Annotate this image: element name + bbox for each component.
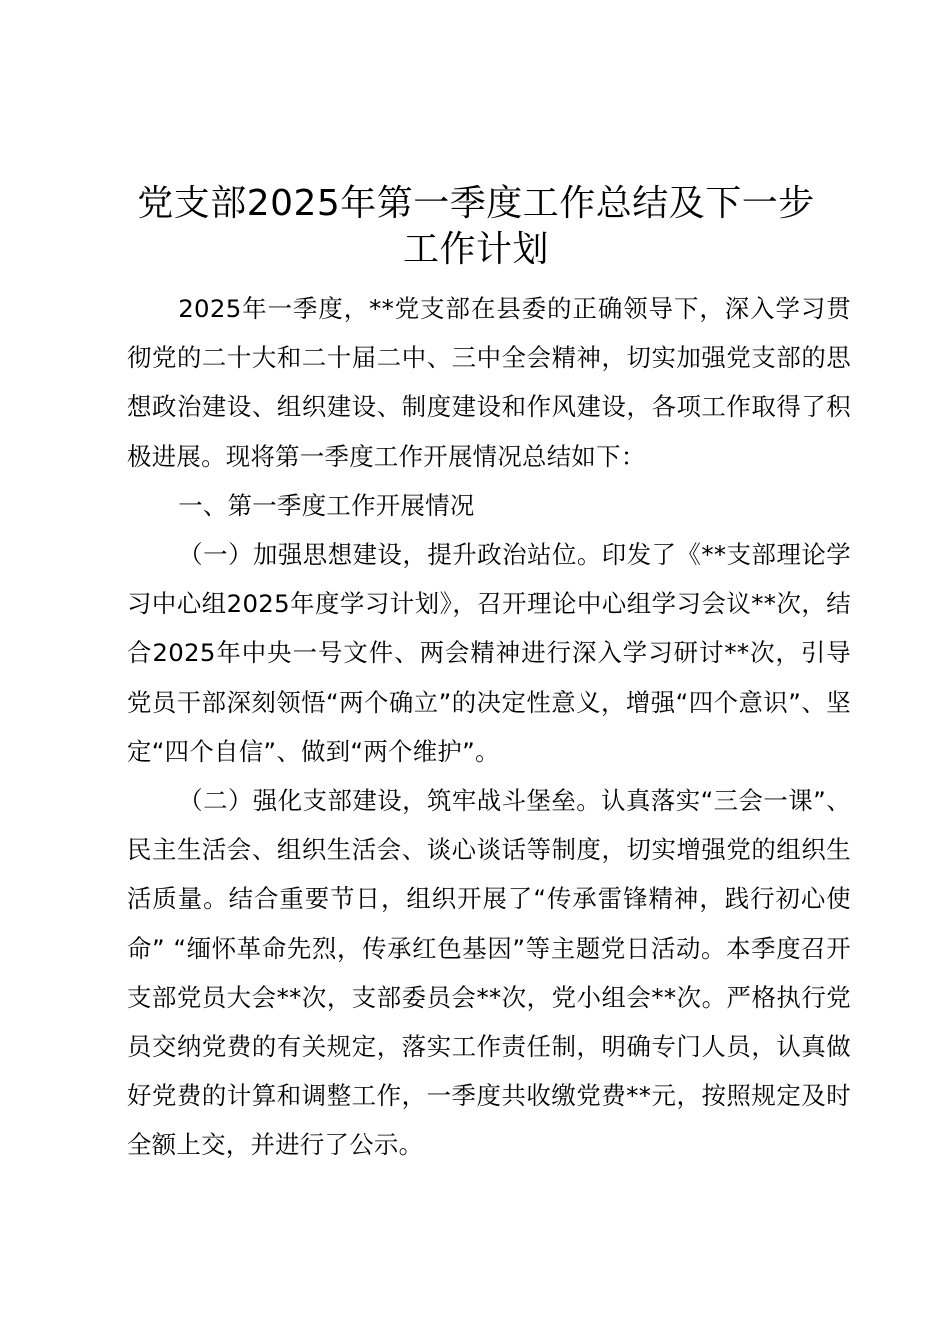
section-heading: 一、第一季度工作开展情况	[178, 490, 475, 520]
document-body	[127, 284, 851, 1170]
document-title: 党支部2025年第一季度工作总结及下一步工作计划	[137, 183, 815, 270]
section-2-paragraph: （二）强化支部建设，筑牢战斗堡垒。认真落实“三会一课”、民主生活会、组织生活会、谈心谈话等制度，切实增强党的组织生活质量。结合重要节日，组织开展了“传承雷锋精神，践行初心使命” “缅怀革命先烈，传承红色基因”等主题党日活动。本季度召开支部党员大会**次，支部委员会**次，党小组会**次。严格执行党员交纳党费的有关规定，落实工作责任制，明确专门人员，认真做好党费的计算和调整工作，一季度共收缴党费**元，按照规定及时全额上交，并进行了公示。	[127, 786, 851, 1160]
intro-paragraph: 2025年一季度，**党支部在县委的正确领导下，深入学习贯彻党的二十大和二十届二中、三中全会精神，切实加强党支部的思想政治建设、组织建设、制度建设和作风建设，各项工作取得了积极进展。现将第一季度工作开展情况总结如下：	[127, 294, 851, 471]
section-1-paragraph: （一）加强思想建设，提升政治站位。印发了《**支部理论学习中心组2025年度学习计划》，召开理论中心组学习会议**次，结合2025年中央一号文件、两会精神进行深入学习研讨**次，引导党员干部深刻领悟“两个确立”的决定性意义，增强“四个意识”、坚定“四个自信”、做到“两个维护”。	[127, 540, 851, 766]
